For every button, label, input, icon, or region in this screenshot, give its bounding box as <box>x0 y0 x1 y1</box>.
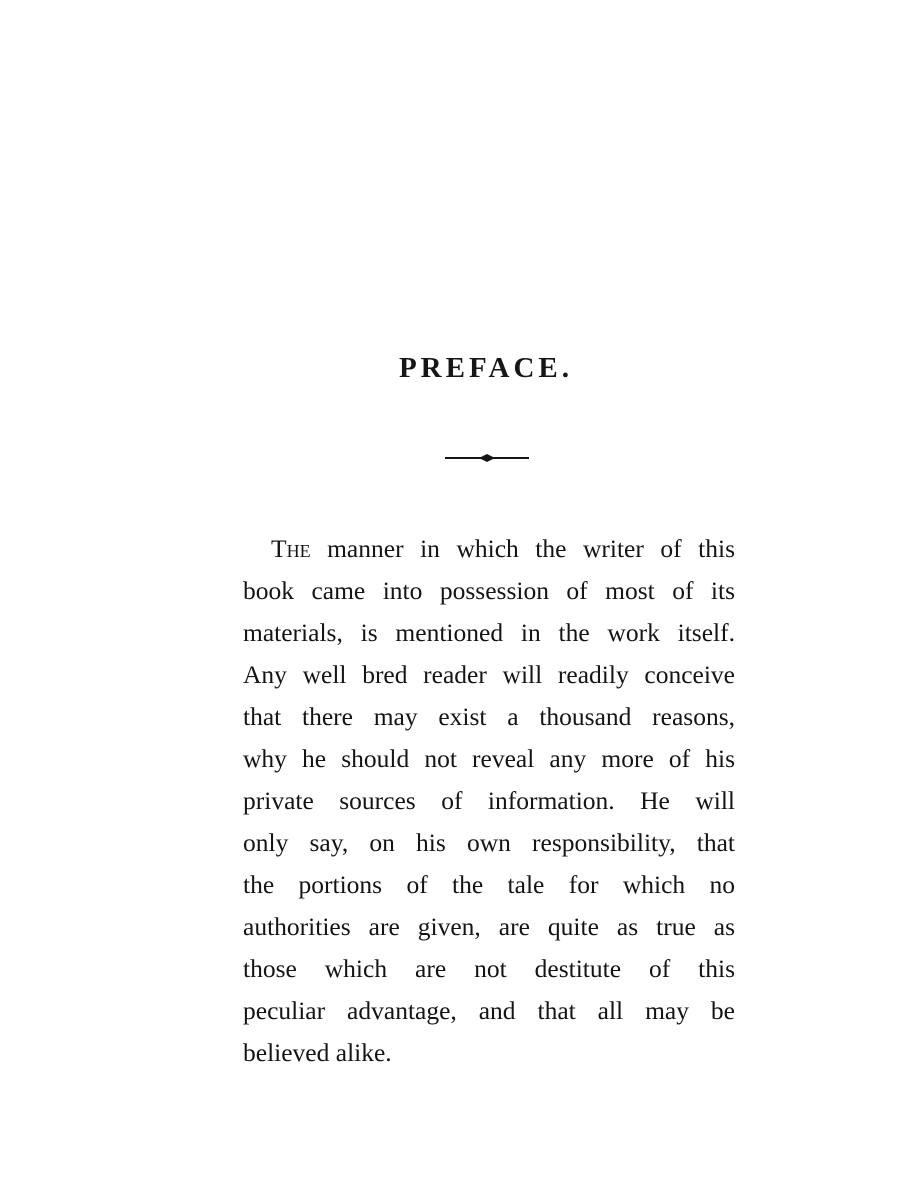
paragraph-line: the portions of the tale for which no <box>243 870 735 899</box>
paragraph-line <box>243 528 735 570</box>
drop-word: The <box>271 534 311 563</box>
paragraph-line-text: manner in which the writer of this <box>310 534 735 563</box>
paragraph-line: materials, is mentioned in the work itself. <box>243 618 735 647</box>
paragraph-line: only say, on his own responsibility, that <box>243 828 735 857</box>
paragraph-line: those which are not destitute of this <box>243 954 735 983</box>
paragraph-line: book came into possession of most of its <box>243 576 735 605</box>
paragraph-line: authorities are given, are quite as true as <box>243 912 735 941</box>
preface-paragraph <box>243 528 735 1074</box>
rule-ornament-icon <box>443 448 531 468</box>
paragraph-line: that there may exist a thousand reasons, <box>243 702 735 731</box>
paragraph-line: private sources of information. He will <box>243 786 735 815</box>
paragraph-line: why he should not reveal any more of his <box>243 744 735 773</box>
page-title: PREFACE. <box>398 352 574 384</box>
paragraph-line: peculiar advantage, and that all may be <box>243 996 735 1025</box>
paragraph-line: believed alike. <box>243 1038 392 1067</box>
paragraph-line: Any well bred reader will readily conceive <box>243 660 735 689</box>
